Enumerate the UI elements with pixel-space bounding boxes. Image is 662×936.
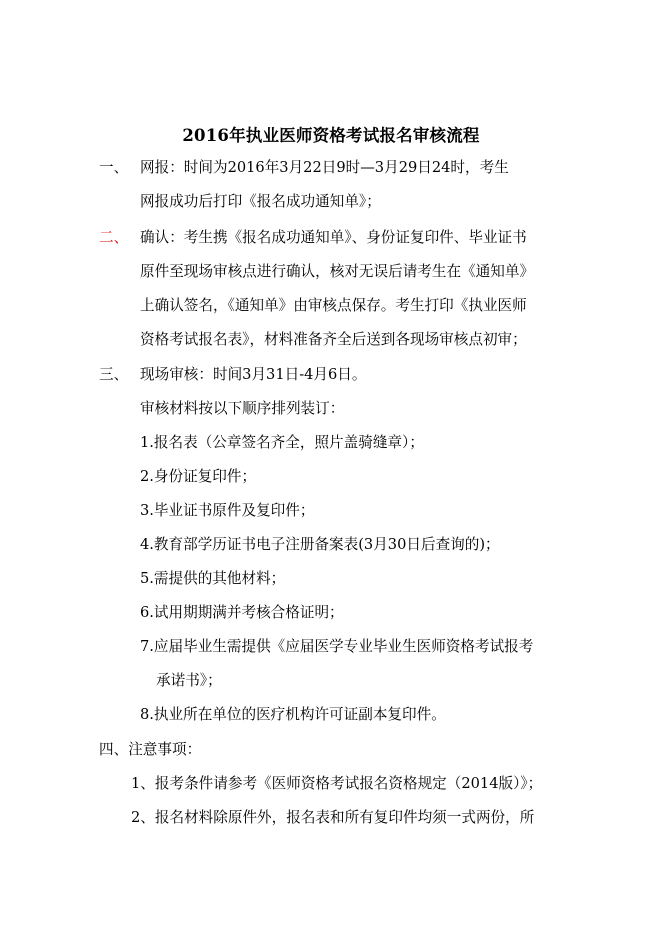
note-item-2: 2、报名材料除原件外，报名表和所有复印件均须一式两份，所: [131, 809, 535, 826]
material-item-3: 3.毕业证书原件及复印件；: [140, 502, 315, 519]
section-1-line-2: 网报成功后打印《报名成功通知单》；: [140, 193, 381, 210]
section-1-number: 一、: [99, 159, 129, 176]
material-item-7: 7.应届毕业生需提供《应届医学专业毕业生医师资格考试报考: [140, 638, 534, 655]
section-3-line-2: 审核材料按以下顺序排列装订：: [140, 400, 345, 417]
material-item-8: 8.执业所在单位的医疗机构许可证副本复印件。: [140, 706, 446, 723]
note-item-1: 1、报考条件请参考《医师资格考试报名资格规定（2014版）》；: [131, 775, 543, 792]
document-title: 2016年执业医师资格考试报名审核流程: [182, 126, 480, 145]
material-item-7-continued: 承诺书》；: [156, 672, 222, 689]
section-2-line-4: 资格考试报名表》，材料准备齐全后送到各现场审核点初审；: [140, 331, 527, 348]
section-2-line-2: 原件至现场审核点进行确认，核对无误后请考生在《通知单》: [140, 263, 535, 280]
section-3-line-1: 现场审核：时间3月31日-4月6日。: [140, 366, 367, 383]
section-2-line-3: 上确认签名，《通知单》由审核点保存。考生打印《执业医师: [140, 297, 527, 314]
material-item-6: 6.试用期期满并考核合格证明；: [140, 604, 344, 621]
section-2-line-1: 确认：考生携《报名成功通知单》、身份证复印件、毕业证书: [140, 229, 527, 246]
section-4-heading: 四、注意事项：: [99, 741, 202, 758]
material-item-1: 1.报名表（公章签名齐全，照片盖骑缝章）；: [140, 434, 424, 451]
section-2-number: 二、: [99, 229, 129, 246]
material-item-5: 5.需提供的其他材料；: [140, 570, 286, 587]
material-item-2: 2.身份证复印件；: [140, 468, 257, 485]
material-item-4: 4.教育部学历证书电子注册备案表(3月30日后查询的)；: [140, 536, 500, 553]
section-1-line-1: 网报：时间为2016年3月22日9时—3月29日24时，考生: [140, 159, 509, 176]
section-3-number: 三、: [99, 366, 129, 383]
